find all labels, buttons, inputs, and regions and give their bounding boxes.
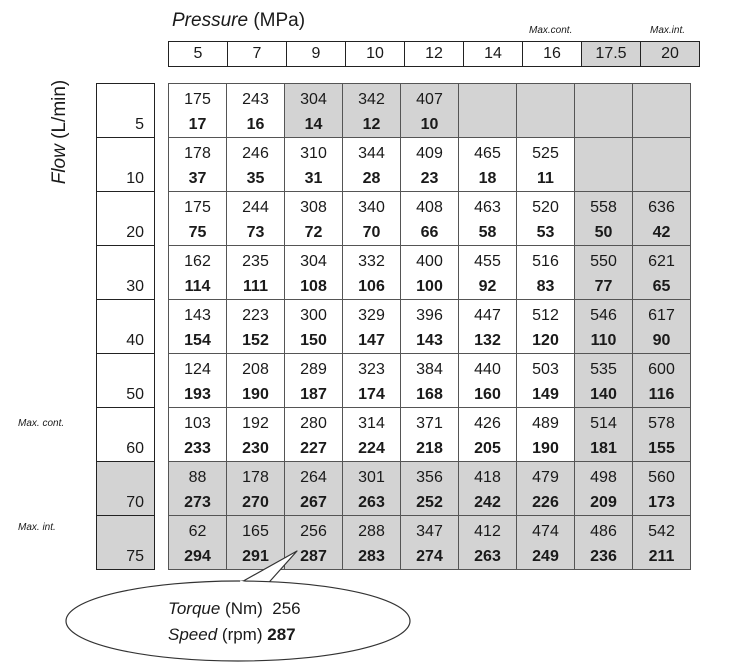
speed-value: 37 [188,170,207,187]
speed-value: 160 [474,386,501,403]
torque-value: 314 [358,415,385,432]
torque-value: 617 [648,307,675,324]
speed-word: Speed [168,625,218,644]
torque-value: 308 [300,199,327,216]
speed-value: 190 [532,440,559,457]
speed-value: 283 [358,548,385,565]
speed-value: 116 [648,386,675,403]
flow-header-cell: 50 [97,354,155,408]
speed-value: 12 [362,116,381,133]
torque-value: 143 [184,307,211,324]
speed-line [168,622,301,648]
torque-value: 463 [474,199,501,216]
speed-value: 242 [474,494,501,511]
speed-value: 42 [652,224,671,241]
speed-value: 274 [416,548,443,565]
speed-value: 291 [242,548,269,565]
torque-unit: (Nm) [225,599,263,618]
torque-value: 465 [474,145,501,162]
speed-value: 273 [184,494,211,511]
speed-value: 287 [300,548,327,565]
torque-value: 600 [648,361,675,378]
speed-value: 11 [537,170,554,187]
torque-value: 178 [184,145,211,162]
torque-value: 426 [474,415,501,432]
torque-value: 280 [300,415,327,432]
pressure-header-cell: 20 [641,42,700,67]
torque-value: 246 [242,145,269,162]
torque-value: 340 [358,199,385,216]
torque-value: 498 [590,469,617,486]
torque-value: 356 [416,469,443,486]
torque-value: 486 [590,523,617,540]
speed-value: 227 [300,440,327,457]
flow-word: Flow [49,144,70,185]
torque-value: 223 [242,307,269,324]
pressure-header-cell: 17.5 [582,42,641,67]
torque-value: 256 [272,599,301,618]
torque-value: 412 [474,523,501,540]
torque-value: 474 [532,523,559,540]
torque-line [168,596,301,622]
torque-value: 621 [648,253,675,270]
torque-value: 208 [242,361,269,378]
torque-value: 384 [416,361,443,378]
torque-value: 344 [358,145,385,162]
speed-value: 90 [652,332,671,349]
speed-value: 190 [242,386,269,403]
speed-value: 174 [358,386,385,403]
flow-header-cell: 60 [97,408,155,462]
speed-value: 294 [184,548,211,565]
torque-value: 264 [300,469,327,486]
speed-value: 263 [474,548,501,565]
speed-value: 140 [590,386,617,403]
speed-value: 230 [242,440,269,457]
torque-value: 479 [532,469,559,486]
speed-value: 263 [358,494,385,511]
speed-value: 83 [536,278,555,295]
speed-value: 72 [304,224,323,241]
pressure-header-cell: 12 [405,42,464,67]
torque-value: 347 [416,523,443,540]
speed-value: 181 [590,440,617,457]
speed-value: 120 [532,332,559,349]
speed-value: 147 [358,332,385,349]
torque-value: 558 [590,199,617,216]
torque-value: 400 [416,253,443,270]
speed-value: 218 [416,440,443,457]
speed-value: 110 [590,332,617,349]
speed-value: 287 [267,625,296,644]
speed-value: 66 [420,224,439,241]
max-cont-pressure-label: Max.cont. [529,25,573,36]
speed-value: 77 [594,278,613,295]
torque-value: 301 [358,469,385,486]
speed-value: 150 [300,332,327,349]
speed-value: 100 [416,278,443,295]
pressure-word: Pressure [172,10,249,31]
speed-value: 226 [532,494,559,511]
pressure-header-cell: 7 [228,42,287,67]
speed-value: 114 [184,278,211,295]
torque-value: 103 [184,415,211,432]
speed-value: 173 [648,494,675,511]
speed-value: 17 [188,116,207,133]
flow-header-cell: 75 [97,516,155,570]
speed-value: 236 [590,548,617,565]
pressure-header-cell: 16 [523,42,582,67]
torque-word: Torque [168,599,221,618]
torque-value: 329 [358,307,385,324]
max-int-flow-label: Max. int. [18,522,56,533]
flow-unit: (L/min) [49,79,70,139]
speed-value: 267 [300,494,327,511]
torque-value: 578 [648,415,675,432]
speed-value: 187 [300,386,327,403]
speed-value: 233 [184,440,211,457]
max-int-pressure-label: Max.int. [650,25,686,36]
torque-value: 418 [474,469,501,486]
torque-value: 636 [648,199,675,216]
torque-value: 447 [474,307,501,324]
torque-value: 310 [300,145,327,162]
torque-value: 244 [242,199,269,216]
speed-value: 65 [652,278,671,295]
torque-value: 192 [242,415,269,432]
torque-value: 342 [358,91,385,108]
speed-value: 249 [532,548,559,565]
torque-value: 332 [358,253,385,270]
torque-value: 516 [532,253,559,270]
torque-value: 503 [532,361,559,378]
torque-value: 256 [300,523,327,540]
flow-header-cell: 40 [97,300,155,354]
torque-value: 165 [242,523,269,540]
torque-value: 408 [416,199,443,216]
pressure-header-cell: 9 [287,42,346,67]
torque-value: 546 [590,307,617,324]
speed-value: 28 [362,170,381,187]
speed-value: 209 [590,494,617,511]
speed-value: 50 [594,224,613,241]
pressure-header-cell: 14 [464,42,523,67]
speed-value: 270 [242,494,269,511]
speed-value: 211 [648,548,675,565]
torque-value: 512 [532,307,559,324]
torque-value: 175 [184,199,211,216]
pressure-unit: (MPa) [253,10,306,31]
torque-value: 162 [184,253,211,270]
torque-value: 396 [416,307,443,324]
torque-value: 525 [532,145,559,162]
speed-value: 224 [358,440,385,457]
callout-text [168,596,301,648]
speed-value: 23 [420,170,439,187]
torque-value: 535 [590,361,617,378]
torque-value: 88 [188,469,207,486]
torque-value: 175 [184,91,211,108]
speed-value: 18 [478,170,497,187]
flow-header-cell: 10 [97,138,155,192]
speed-value: 53 [536,224,555,241]
torque-value: 178 [242,469,269,486]
speed-value: 132 [474,332,501,349]
speed-value: 111 [243,278,268,295]
torque-value: 550 [590,253,617,270]
speed-value: 149 [532,386,559,403]
max-cont-flow-label: Max. cont. [18,418,65,429]
torque-value: 243 [242,91,269,108]
torque-value: 124 [184,361,211,378]
torque-value: 455 [474,253,501,270]
torque-value: 514 [590,415,617,432]
torque-value: 407 [416,91,443,108]
torque-value: 520 [532,199,559,216]
speed-value: 108 [300,278,327,295]
torque-value: 62 [188,523,207,540]
speed-value: 152 [242,332,269,349]
torque-value: 300 [300,307,327,324]
torque-value: 440 [474,361,501,378]
speed-value: 35 [246,170,265,187]
torque-value: 304 [300,253,327,270]
speed-value: 155 [648,440,675,457]
speed-value: 10 [420,116,439,133]
pressure-header-cell: 10 [346,42,405,67]
torque-value: 304 [300,91,327,108]
speed-unit: (rpm) [221,625,263,644]
speed-value: 14 [304,116,323,133]
torque-value: 542 [648,523,675,540]
speed-value: 106 [358,278,385,295]
speed-value: 58 [478,224,497,241]
torque-value: 235 [242,253,269,270]
speed-value: 92 [478,278,497,295]
torque-value: 409 [416,145,443,162]
flow-header-cell: 20 [97,192,155,246]
speed-value: 205 [474,440,501,457]
torque-value: 288 [358,523,385,540]
speed-value: 193 [184,386,211,403]
flow-header-cell: 70 [97,462,155,516]
speed-value: 252 [416,494,443,511]
speed-value: 154 [184,332,211,349]
torque-value: 560 [648,469,675,486]
speed-value: 75 [188,224,207,241]
torque-value: 289 [300,361,327,378]
flow-header-cell: 30 [97,246,155,300]
pressure-header-cell: 5 [169,42,228,67]
torque-value: 371 [416,415,443,432]
speed-value: 168 [416,386,443,403]
speed-value: 143 [416,332,443,349]
speed-value: 70 [362,224,381,241]
speed-value: 16 [246,116,265,133]
speed-value: 73 [246,224,265,241]
flow-header-cell: 5 [97,84,155,138]
speed-value: 31 [304,170,323,187]
torque-value: 323 [358,361,385,378]
torque-value: 489 [532,415,559,432]
